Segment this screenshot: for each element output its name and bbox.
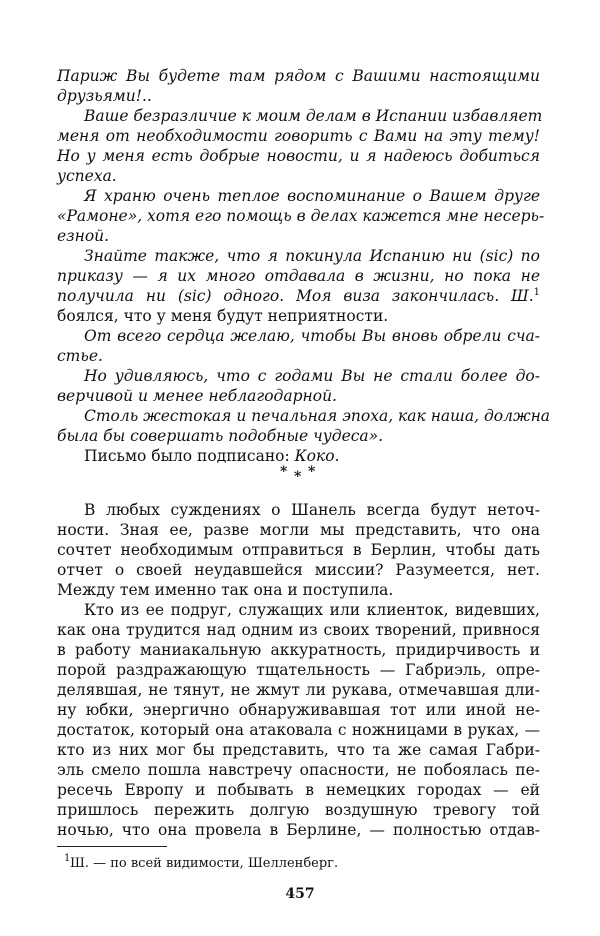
letter-line: Ваше безразличие к моим делам в Испании избавляет — [84, 107, 543, 125]
letter-line: Париж Вы будете там рядом с Вашими настоящими — [57, 67, 540, 85]
letter-line: «Рамоне», хотя его помощь в делах кажется мне несерь- — [57, 207, 545, 225]
footnote — [64, 853, 339, 872]
body-line: достаток, который она атаковала с ножницами в руках, — — [57, 721, 540, 739]
body-line: ресечь Европу и побывать в немецких городах — ей — [57, 781, 540, 799]
footnote-number: 1 — [64, 853, 71, 864]
letter-line-text: получила ни (sic) одного. Моя виза закончилась. Ш. — [57, 287, 534, 305]
footnote-reference[interactable]: 1 — [533, 286, 540, 298]
letter-line: Столь жестокая и печальная эпоха, как наша, должна — [84, 407, 551, 425]
letter-line: меня от необходимости говорить с Вами на эту тему! — [57, 127, 540, 145]
section-separator — [280, 464, 320, 484]
signature-line — [84, 446, 540, 466]
body-line: эль смело пошла навстречу опасности, не побоялась пе- — [57, 761, 540, 779]
letter-line: успеха. — [57, 167, 117, 185]
separator-asterisk: * — [308, 464, 316, 480]
page-number: 457 — [285, 886, 315, 902]
letter-line: Знайте также, что я покинула Испанию ни (sic) по — [84, 247, 540, 265]
body-line: ну юбки, энергично обнаруживавшая тот или иной не- — [57, 701, 540, 719]
signature-prefix: Письмо было подписано: — [84, 447, 295, 465]
letter-line: друзьями!.. — [57, 87, 152, 105]
footnote-text: Ш. — по всей видимости, Шелленберг. — [70, 856, 339, 871]
letter-line: стье. — [57, 347, 103, 365]
letter-line: От всего сердца желаю, чтобы Вы вновь обрели сча- — [84, 327, 540, 345]
body-line: Кто из ее подруг, служащих или клиенток, видевших, — [84, 601, 540, 619]
letter-line: была бы совершать подобные чудеса». — [57, 427, 384, 445]
footnote-rule — [57, 846, 167, 847]
body-line: делявшая, не тянут, не жмут ли рукава, отмечавшая дли- — [57, 681, 540, 699]
separator-asterisk: * — [280, 464, 288, 480]
letter-line: езной. — [57, 227, 110, 245]
body-line: ночью, что она провела в Берлине, — полностью отдав- — [57, 821, 540, 839]
letter-line: Но удивляюсь, что с годами Вы не стали более до- — [84, 367, 540, 385]
letter-line: верчивой и менее неблагодарной. — [57, 387, 337, 405]
letter-line: Я храню очень теплое воспоминание о Вашем друге — [84, 187, 540, 205]
body-line: ности. Зная ее, разве могли мы представить, что она — [57, 521, 540, 539]
body-line: как она трудится над одним из своих творений, привнося — [57, 621, 540, 639]
body-line: кто из них мог бы представить, что та же самая Габри- — [57, 741, 540, 759]
signature-name: Коко. — [294, 447, 340, 465]
body-line: Между тем именно так она и поступила. — [57, 581, 394, 599]
letter-line: приказу — я их много отдавала в жизни, но пока не — [57, 267, 540, 285]
body-line: порой раздражающую тщательность — Габриэль, опре- — [57, 661, 540, 679]
body-line: отчет о своей неудавшейся миссии? Разумеется, нет. — [57, 561, 540, 579]
letter-line: боялся, что у меня будут неприятности. — [57, 307, 389, 325]
letter-line-with-footnote — [57, 286, 540, 306]
separator-asterisk: * — [294, 469, 302, 485]
body-line: В любых суждениях о Шанель всегда будут неточ- — [84, 501, 540, 519]
body-line: сочтет необходимым отправиться в Берлин, чтобы дать — [57, 541, 540, 559]
body-line: в работу маниакальную аккуратность, придирчивость и — [57, 641, 540, 659]
letter-line: Но у меня есть добрые новости, и я надеюсь добиться — [57, 147, 540, 165]
body-line: пришлось пережить долгую воздушную тревогу той — [57, 801, 540, 819]
